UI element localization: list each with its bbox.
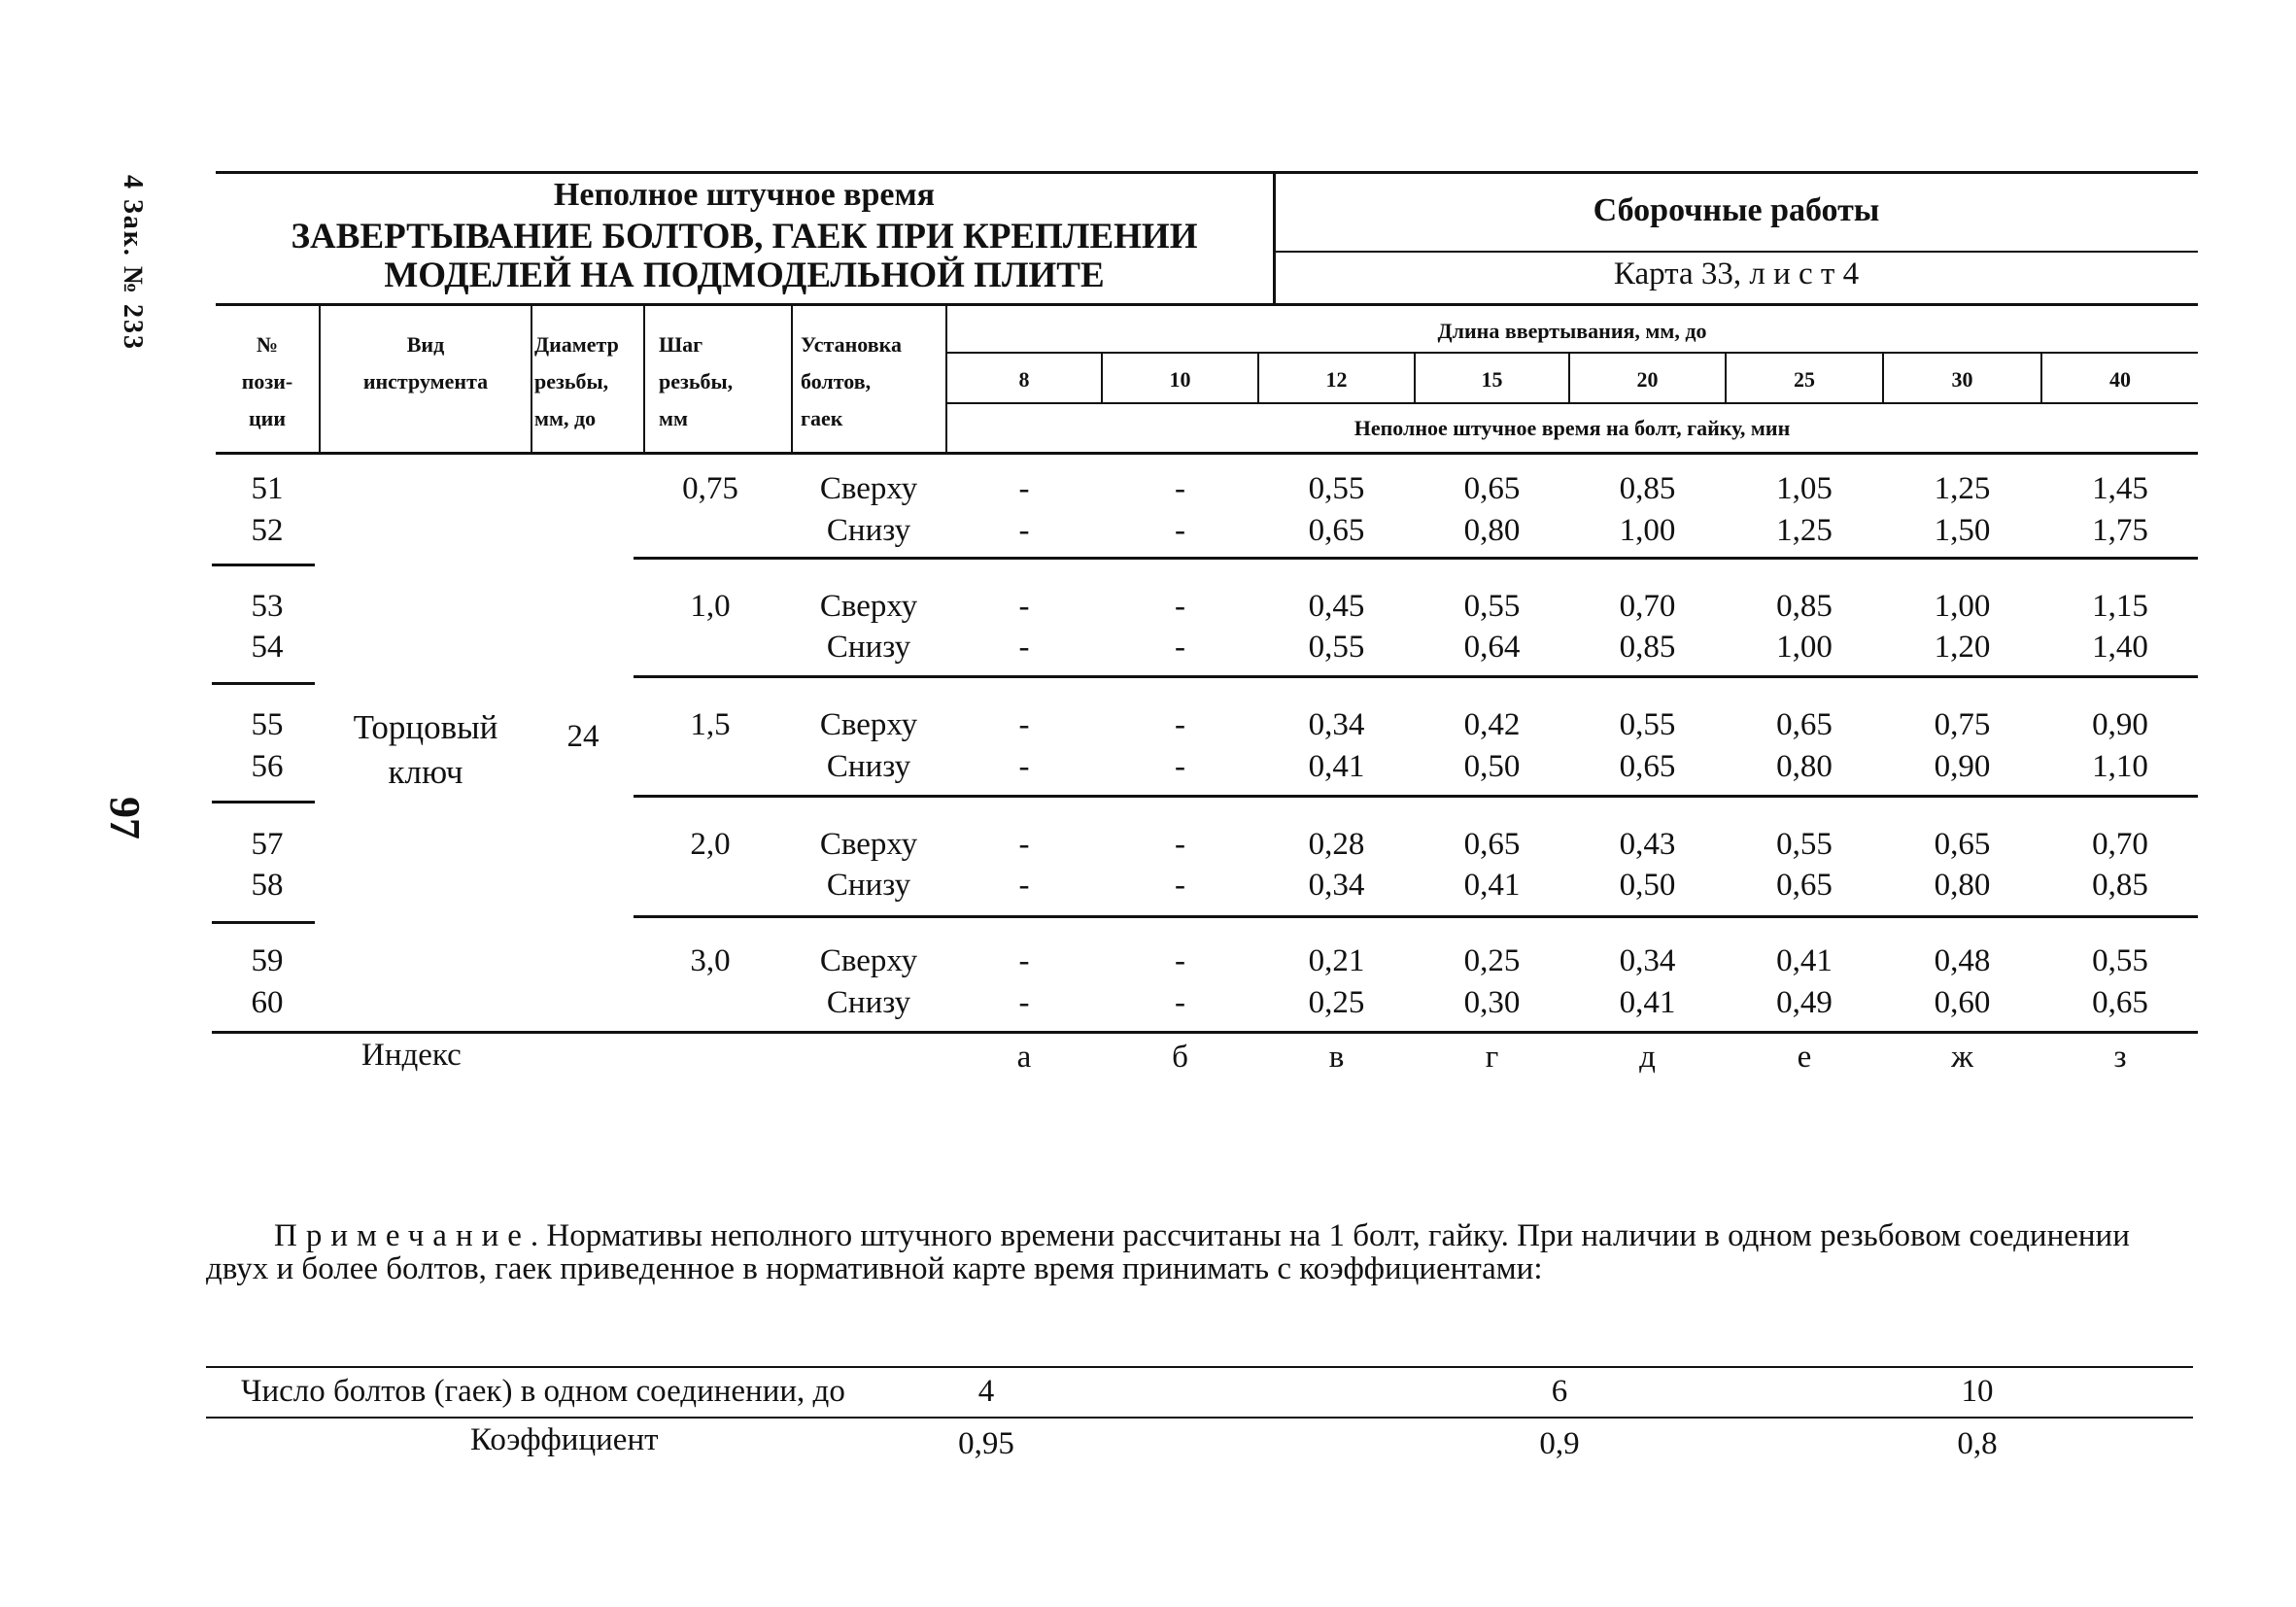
length-30: 30 (1951, 367, 1973, 392)
time-cell: - (1018, 985, 1030, 1020)
length-title: Длина ввертывания, мм, до (1437, 319, 1707, 343)
mount-cell: Снизу (826, 868, 911, 903)
length-8: 8 (1018, 367, 1030, 392)
coefficient-label: Коэффициент (470, 1422, 659, 1457)
time-cell: 0,42 (1463, 707, 1521, 742)
time-cell: 1,45 (2092, 471, 2148, 506)
index-e: е (1797, 1040, 1812, 1075)
index-b: б (1172, 1040, 1188, 1075)
mount-cell: Снизу (826, 513, 911, 548)
col-diameter: Диаметр резьбы, мм, до (534, 332, 619, 430)
time-cell: 1,15 (2092, 589, 2148, 624)
time-cell: 1,25 (1776, 513, 1833, 548)
length-15: 15 (1481, 367, 1503, 392)
position-cell: 56 (251, 749, 284, 784)
time-cell: 0,43 (1619, 827, 1676, 862)
thread-diameter: 24 (566, 719, 600, 754)
time-cell: 1,05 (1776, 471, 1833, 506)
time-cell: 0,34 (1308, 707, 1365, 742)
col-tool: Вид инструмента (362, 332, 489, 393)
length-12: 12 (1325, 367, 1348, 392)
mount-cell: Снизу (826, 985, 911, 1020)
time-cell: 0,25 (1463, 943, 1521, 978)
time-cell: - (1018, 589, 1030, 624)
time-cell: - (1175, 827, 1185, 862)
time-cell: 0,50 (1619, 868, 1676, 903)
time-cell: 0,41 (1619, 985, 1676, 1020)
coef-6: 0,9 (1539, 1426, 1580, 1461)
time-cell: 0,25 (1308, 985, 1365, 1020)
time-cell: 0,70 (2092, 827, 2148, 862)
time-cell: 0,65 (1776, 868, 1833, 903)
position-cell: 57 (251, 827, 284, 862)
position-cell: 51 (251, 471, 284, 506)
time-cell: - (1018, 943, 1030, 978)
time-cell: 0,65 (1463, 827, 1521, 862)
order-stamp: 4 Зак. № 233 (118, 175, 148, 352)
time-cell: 0,65 (1776, 707, 1833, 742)
length-25: 25 (1794, 367, 1815, 392)
time-cell: 0,28 (1308, 827, 1365, 862)
count-6: 6 (1551, 1374, 1568, 1409)
time-cell: 1,00 (1619, 513, 1676, 548)
position-cell: 54 (251, 630, 284, 665)
time-cell: 0,60 (1934, 985, 1991, 1020)
time-cell: 0,45 (1308, 589, 1365, 624)
time-cell: 1,75 (2092, 513, 2148, 548)
time-cell: 0,34 (1308, 868, 1365, 903)
length-20: 20 (1636, 367, 1659, 392)
time-cell: 1,25 (1934, 471, 1991, 506)
step-cell: 1,0 (690, 589, 731, 624)
card-number: Карта 33, л и с т 4 (1613, 256, 1860, 291)
time-cell: - (1175, 630, 1185, 665)
section-title: Сборочные работы (1593, 192, 1880, 228)
time-cell: 0,65 (1308, 513, 1365, 548)
time-cell: - (1175, 985, 1185, 1020)
time-cell: 0,55 (1308, 630, 1365, 665)
position-cell: 55 (251, 707, 284, 742)
coef-10: 0,8 (1957, 1426, 1998, 1461)
time-cell: 0,65 (1934, 827, 1991, 862)
col-installation: Установка болтов, гаек (801, 332, 902, 430)
index-v: в (1328, 1040, 1345, 1075)
col-step: Шаг резьбы, мм (659, 332, 734, 430)
header-subtitle: Неполное штучное время (553, 177, 936, 213)
time-cell: 0,48 (1934, 943, 1991, 978)
tool-name: Торцовый ключ (353, 708, 498, 791)
time-cell: 0,64 (1463, 630, 1521, 665)
time-cell: - (1175, 471, 1185, 506)
time-cell: 0,85 (2092, 868, 2148, 903)
position-cell: 60 (251, 985, 284, 1020)
mount-cell: Сверху (819, 827, 918, 862)
position-cell: 59 (251, 943, 284, 978)
time-cell: - (1018, 707, 1030, 742)
mount-cell: Сверху (819, 589, 918, 624)
time-cell: 0,80 (1776, 749, 1833, 784)
time-cell: - (1175, 943, 1185, 978)
time-cell: 0,30 (1463, 985, 1521, 1020)
time-cell: 1,00 (1776, 630, 1833, 665)
position-cell: 58 (251, 868, 284, 903)
length-10: 10 (1169, 367, 1191, 392)
time-cell: - (1018, 827, 1030, 862)
time-cell: 0,90 (1934, 749, 1991, 784)
time-cell: - (1018, 513, 1030, 548)
time-cell: 0,34 (1619, 943, 1676, 978)
time-cell: - (1018, 630, 1030, 665)
time-cell: - (1175, 868, 1185, 903)
time-cell: 0,65 (1463, 471, 1521, 506)
time-cell: 0,21 (1308, 943, 1365, 978)
time-cell: 0,41 (1463, 868, 1521, 903)
index-g: г (1485, 1040, 1499, 1075)
position-cell: 53 (251, 589, 284, 624)
time-cell: - (1175, 589, 1185, 624)
time-title: Неполное штучное время на болт, гайку, мин (1354, 416, 1791, 440)
time-cell: 0,65 (2092, 985, 2148, 1020)
time-cell: 0,65 (1619, 749, 1676, 784)
step-cell: 0,75 (682, 471, 738, 506)
step-cell: 2,0 (690, 827, 731, 862)
time-cell: 0,41 (1308, 749, 1365, 784)
mount-cell: Сверху (819, 943, 918, 978)
time-cell: 0,55 (1463, 589, 1521, 624)
time-cell: 0,70 (1619, 589, 1676, 624)
step-cell: 3,0 (690, 943, 731, 978)
time-cell: 0,55 (1619, 707, 1676, 742)
time-cell: - (1018, 749, 1030, 784)
time-cell: 0,90 (2092, 707, 2148, 742)
time-cell: - (1018, 471, 1030, 506)
coef-4: 0,95 (958, 1426, 1014, 1461)
time-cell: 0,85 (1776, 589, 1833, 624)
time-cell: 1,40 (2092, 630, 2148, 665)
time-cell: - (1175, 513, 1185, 548)
length-40: 40 (2109, 367, 2131, 392)
col-position: № пози- ции (241, 332, 293, 430)
note-text: . Нормативы неполного штучного времени рассчитаны на 1 болт, гайку. При наличии в одном резьбовом соединении двух и более болтов, гаек приведенное в нормативной карте время принимать с коэффициентами: (206, 1218, 2130, 1286)
time-cell: - (1175, 707, 1185, 742)
time-cell: 1,10 (2092, 749, 2148, 784)
index-d: д (1639, 1040, 1656, 1075)
time-cell: 1,20 (1934, 630, 1991, 665)
time-cell: 0,50 (1463, 749, 1521, 784)
time-cell: 0,85 (1619, 471, 1676, 506)
mount-cell: Сверху (819, 471, 918, 506)
time-cell: 0,85 (1619, 630, 1676, 665)
page-number: 97 (101, 797, 149, 839)
time-cell: 0,55 (1776, 827, 1833, 862)
time-cell: 0,49 (1776, 985, 1833, 1020)
count-10: 10 (1961, 1374, 1994, 1409)
time-cell: 0,75 (1934, 707, 1991, 742)
time-cell: - (1018, 868, 1030, 903)
mount-cell: Снизу (826, 749, 911, 784)
time-cell: 1,00 (1934, 589, 1991, 624)
index-label: Индекс (361, 1038, 462, 1073)
index-z: з (2113, 1040, 2127, 1075)
count-label: Число болтов (гаек) в одном соединении, до (241, 1374, 845, 1409)
count-4: 4 (977, 1374, 995, 1409)
time-cell: - (1175, 749, 1185, 784)
time-cell: 1,50 (1934, 513, 1991, 548)
time-cell: 0,55 (2092, 943, 2148, 978)
note-prefix: Примечание (274, 1218, 531, 1253)
time-cell: 0,55 (1308, 471, 1365, 506)
time-cell: 0,80 (1934, 868, 1991, 903)
index-a: а (1016, 1040, 1032, 1075)
header-title-line1: ЗАВЕРТЫВАНИЕ БОЛТОВ, ГАЕК ПРИ КРЕПЛЕНИИ (291, 217, 1198, 256)
time-cell: 0,41 (1776, 943, 1833, 978)
mount-cell: Снизу (826, 630, 911, 665)
note-paragraph (206, 1219, 2198, 1285)
index-zh: ж (1951, 1040, 1973, 1075)
header-title-line2: МОДЕЛЕЙ НА ПОДМОДЕЛЬНОЙ ПЛИТЕ (384, 256, 1105, 295)
position-cell: 52 (251, 513, 284, 548)
step-cell: 1,5 (690, 707, 731, 742)
time-cell: 0,80 (1463, 513, 1521, 548)
mount-cell: Сверху (819, 707, 918, 742)
